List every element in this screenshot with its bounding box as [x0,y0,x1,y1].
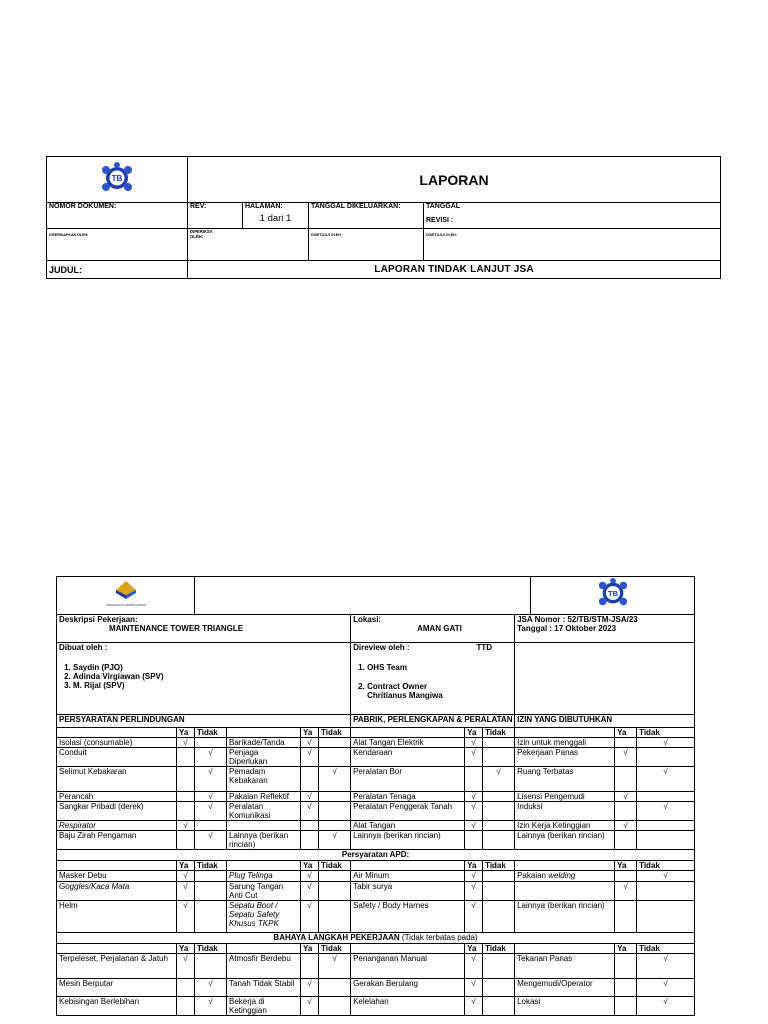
tb-logo-icon [97,161,137,195]
item-label: Sarung Tangan Anti Cut [227,882,301,901]
diperiksa-label-2: OLEH: [190,234,204,239]
ya-check [177,767,195,792]
item-label: Pakaian welding [515,871,615,882]
tidak-check [195,901,227,933]
direview-item: 1. OHS Team [367,663,512,672]
checklist-row [57,738,695,748]
dibuat-label: Dibuat oleh : [59,643,108,652]
tidak-check [637,831,695,850]
tidak-header: Tidak [483,728,515,738]
ya-header: Ya [615,861,637,871]
deskripsi-cell [57,615,351,643]
ya-header: Ya [465,861,483,871]
dipersiapkan-label: DIPERSIAPKAN OLEH: [47,229,188,261]
revisi-label: REVISI : [426,217,454,224]
item-label: Lisensi Pengemudi [515,792,615,802]
item-label: Safety / Body Harnes [351,901,465,933]
section3-title: BAHAYA LANGKAH PEKERJAAN [273,933,400,942]
ya-check: √ [465,979,483,997]
dibuat-item: 3. M. Rijal (SPV) [73,681,348,690]
checklist-row [57,831,695,850]
tidak-check [319,882,351,901]
tidak-header: Tidak [637,728,695,738]
checklist-row [57,882,695,901]
tidak-check: √ [195,831,227,850]
ya-check [615,767,637,792]
item-label: Respirator [57,821,177,831]
section1-left: PERSYARATAN PERLINDUNGAN [57,715,351,728]
tidak-header: Tidak [483,861,515,871]
item-label: Bekerja di Ketinggian [227,997,301,1016]
tidak-header: Tidak [483,944,515,954]
section2-body [57,871,695,933]
checklist-row [57,821,695,831]
tidak-check [483,901,515,933]
ya-check [615,871,637,882]
checklist-row [57,871,695,882]
tidak-check [483,738,515,748]
item-label: Penanganan Manual [351,954,465,979]
tidak-check: √ [319,767,351,792]
ya-check [615,901,637,933]
yn-header-row [57,728,695,738]
ya-check: √ [177,871,195,882]
ya-check [177,792,195,802]
tidak-check [483,792,515,802]
tidak-check [319,802,351,821]
dibuat-item: 1. Saydin (PJO) [73,663,348,672]
direview-label: Direview oleh : [353,643,410,652]
item-label: Izin Kerja Ketinggian [515,821,615,831]
item-label [515,882,615,901]
ya-header: Ya [465,728,483,738]
ya-check [615,738,637,748]
tidak-check: √ [637,954,695,979]
item-label: Peralatan Bor [351,767,465,792]
ya-check [615,979,637,997]
dibuat-item: 2. Adinda Virgiawan (SPV) [73,672,348,681]
deskripsi-row [57,615,695,643]
direview-sub: Chritianus Mangiwa [367,691,443,700]
item-label: Peralatan Penggerak Tanah [351,802,465,821]
tidak-check: √ [195,767,227,792]
ya-check: √ [615,821,637,831]
ya-check: √ [177,738,195,748]
item-label: Tanah Tidak Stabil [227,979,301,997]
ya-check [301,954,319,979]
rev-label: REV: [188,203,243,229]
ya-check [465,767,483,792]
tidak-header: Tidak [195,944,227,954]
tidak-check [637,792,695,802]
ya-check: √ [615,792,637,802]
tanggal-revisi-cell [424,203,721,229]
judul-value: LAPORAN TINDAK LANJUT JSA [188,261,721,279]
tidak-check: √ [195,997,227,1016]
item-label: Peralatan Tenaga [351,792,465,802]
diperiksa-label-1: DIPERIKSA [190,229,213,234]
ya-check [301,767,319,792]
item-label: Induksi [515,802,615,821]
jsa-logo-mid-cell [195,577,531,615]
diperiksa-cell [188,229,309,261]
tidak-check [319,979,351,997]
item-label: Sepatu Boot / Sepatu Safety Khusus TKPK [227,901,301,933]
ya-check: √ [301,997,319,1016]
svg-text:TB: TB [111,174,123,183]
item-label: Alat Tangan [351,821,465,831]
checklist-row [57,802,695,821]
tidak-check: √ [637,997,695,1016]
checklist-row [57,767,695,792]
ya-header: Ya [177,861,195,871]
ya-check: √ [301,979,319,997]
svg-text:TB: TB [607,588,618,598]
tidak-check [483,882,515,901]
tidak-header: Tidak [637,944,695,954]
tidak-check [637,821,695,831]
ya-check [177,748,195,767]
item-label: Pemadam Kebakaran [227,767,301,792]
ya-check [615,831,637,850]
jsa-logo-left-cell [57,577,195,615]
item-label: Sangkar Pribadi (derek) [57,802,177,821]
ya-check [615,997,637,1016]
ya-header: Ya [177,728,195,738]
ya-check [177,831,195,850]
tidak-check [319,748,351,767]
tidak-check [319,792,351,802]
ya-check [177,979,195,997]
section3-body [57,954,695,1016]
ya-header: Ya [301,861,319,871]
tidak-check [483,871,515,882]
ya-check: √ [301,738,319,748]
ya-check [615,954,637,979]
report-title: LAPORAN [188,157,721,203]
dibuat-cell [57,643,351,715]
tidak-header: Tidak [319,861,351,871]
ya-check: √ [301,792,319,802]
deskripsi-label: Deskripsi Pekerjaan: [59,615,138,624]
ya-check: √ [177,901,195,933]
tidak-check [483,802,515,821]
tidak-check [637,901,695,933]
item-label: Alat Tangan Elektrik [351,738,465,748]
tidak-check [319,901,351,933]
checklist-row [57,954,695,979]
tidak-header: Tidak [319,728,351,738]
yn-header-row [57,944,695,954]
tidak-check [319,738,351,748]
tidak-check [319,821,351,831]
ya-header: Ya [301,728,319,738]
tidak-check [483,748,515,767]
halaman-label: HALAMAN: [245,203,283,210]
ya-check: √ [615,748,637,767]
item-label: Lainnya (berikan rincian) [515,901,615,933]
tidak-check: √ [483,767,515,792]
tidak-check: √ [195,979,227,997]
ya-check: √ [465,882,483,901]
ya-check: √ [177,821,195,831]
empty-cell [515,643,695,715]
item-label: Lainnya (berikan rincian) [515,831,615,850]
deskripsi-value: MAINTENANCE TOWER TRIANGLE [109,624,244,633]
ya-check: √ [465,748,483,767]
tidak-check [195,871,227,882]
ya-header: Ya [301,944,319,954]
ya-check [301,821,319,831]
ya-check: √ [615,882,637,901]
ya-check: √ [301,901,319,933]
item-label: Lainnya (berikan rincian) [227,831,301,850]
nomor-dokumen-label: NOMOR DOKUMEN: [47,203,188,229]
ya-check [177,997,195,1016]
checklist-row [57,792,695,802]
section1-mid: PABRIK, PERLENGKAPAN & PERALATAN [351,715,515,728]
item-label: Goggles/Kaca Mata [57,882,177,901]
ya-check: √ [465,997,483,1016]
item-label: Izin untuk menggali [515,738,615,748]
item-label: Lainnya (berikan rincian) [351,831,465,850]
ya-check [301,831,319,850]
section3-note: (Tidak terbatas pada) [401,933,478,942]
tidak-header: Tidak [195,861,227,871]
tidak-check: √ [637,738,695,748]
item-label: Isolasi (consumable) [57,738,177,748]
item-label: Tabir surya [351,882,465,901]
tidak-check: √ [637,802,695,821]
jsa-table [56,614,695,1016]
item-label: Terpeleset, Perjalanan & Jatuh [57,954,177,979]
tidak-check [637,748,695,767]
item-label: Lokasi [515,997,615,1016]
ya-header: Ya [465,944,483,954]
ya-check: √ [177,954,195,979]
lokasi-cell [351,615,515,643]
ya-check: √ [301,748,319,767]
checklist-row [57,997,695,1016]
tidak-header: Tidak [195,728,227,738]
ya-check: √ [465,871,483,882]
item-label: Masker Debu [57,871,177,882]
tidak-check [483,979,515,997]
halaman-value: 1 dari 1 [259,213,292,224]
tb-logo-icon [593,577,633,609]
section1-body [57,738,695,850]
ya-check: √ [301,802,319,821]
tidak-header: Tidak [319,944,351,954]
ya-check [615,802,637,821]
ya-check: √ [465,821,483,831]
checklist-row [57,748,695,767]
item-label: Mengemudi/Operator [515,979,615,997]
item-label: Conduit [57,748,177,767]
tidak-check: √ [195,802,227,821]
report-logo-cell [47,157,188,203]
section3-header [57,933,695,944]
jsa-nomor: JSA Nomor : 52/TB/STM-JSA/23 [517,615,638,624]
lokasi-value: AMAN GATI [417,624,462,633]
item-label [227,821,301,831]
section1-header [57,715,695,728]
jsa-tanggal: Tanggal : 17 Oktober 2023 [517,624,617,633]
ya-header: Ya [177,944,195,954]
item-label: Penjaga Diperlukan [227,748,301,767]
section1-right: IZIN YANG DIBUTUHKAN [515,715,695,728]
jsa-nomor-cell [515,615,695,643]
tidak-check [637,882,695,901]
tidak-check [483,821,515,831]
item-label: Perancah [57,792,177,802]
item-label: Gerakan Berulang [351,979,465,997]
direview-cell [351,643,515,715]
ya-check: √ [465,738,483,748]
section3-title-cell [57,933,695,944]
item-label: Baju Zirah Pengaman [57,831,177,850]
ya-check [465,831,483,850]
direview-item: 2. Contract Owner [367,682,512,691]
section2-title: Persyaratan APD: [57,850,695,861]
ya-check: √ [465,954,483,979]
ttd-label: TTD [476,643,493,652]
disetujui-label-2: DISETUJUI OLEH: [424,229,721,261]
svg-text:TERPADANG TIMUR FARING: TERPADANG TIMUR FARING [105,603,146,607]
ya-check: √ [465,901,483,933]
company-emblem-icon [96,578,156,608]
tidak-check: √ [319,831,351,850]
halaman-cell [243,203,309,229]
report-header-table [46,156,721,279]
checklist-row [57,901,695,933]
item-label: Kebisingan Berlebihan [57,997,177,1016]
tidak-check [195,954,227,979]
section2-header [57,850,695,861]
item-label: Helm [57,901,177,933]
lokasi-label: Lokasi: [353,615,382,624]
tidak-check [483,997,515,1016]
checklist-row [57,979,695,997]
jsa-logo-right-cell [531,577,695,615]
signatories-row [57,643,695,715]
tidak-check [195,882,227,901]
item-label: Kendaraan [351,748,465,767]
tidak-check [195,738,227,748]
item-label: Atmosfir Berdebu [227,954,301,979]
tidak-check: √ [195,748,227,767]
item-label: Tekanan Panas [515,954,615,979]
ya-header: Ya [615,944,637,954]
tidak-check: √ [637,871,695,882]
ya-check: √ [301,882,319,901]
tidak-check: √ [195,792,227,802]
tanggal-dikeluarkan-label: TANGGAL DIKELUARKAN: [309,203,424,229]
ya-check: √ [177,882,195,901]
item-label: Barikade/Tanda [227,738,301,748]
ya-check: √ [465,792,483,802]
tidak-check [319,871,351,882]
item-label: Kelelahan [351,997,465,1016]
tidak-check: √ [637,767,695,792]
tidak-check: √ [637,979,695,997]
ya-check [177,802,195,821]
ya-check: √ [301,871,319,882]
item-label: Selimut Kebakaran [57,767,177,792]
tidak-check [319,997,351,1016]
tidak-check: √ [319,954,351,979]
item-label: Peralatan Komunikasi [227,802,301,821]
tidak-header: Tidak [637,861,695,871]
yn-header-row [57,861,695,871]
ya-header: Ya [615,728,637,738]
item-label: Pakaian Reflektif [227,792,301,802]
tidak-check [483,954,515,979]
tidak-check [483,831,515,850]
item-label: Mesin Berputar [57,979,177,997]
item-label: Pekerjaan Panas [515,748,615,767]
ya-check: √ [465,802,483,821]
item-label: Plug Telinga [227,871,301,882]
tanggal-label: TANGGAL [426,203,461,210]
disetujui-label-1: DISETUJUI OLEH: [309,229,424,261]
judul-label: JUDUL: [47,261,188,279]
tidak-check [195,821,227,831]
jsa-logo-table [56,576,695,615]
item-label: Air Minum [351,871,465,882]
item-label: Ruang Terbatas [515,767,615,792]
